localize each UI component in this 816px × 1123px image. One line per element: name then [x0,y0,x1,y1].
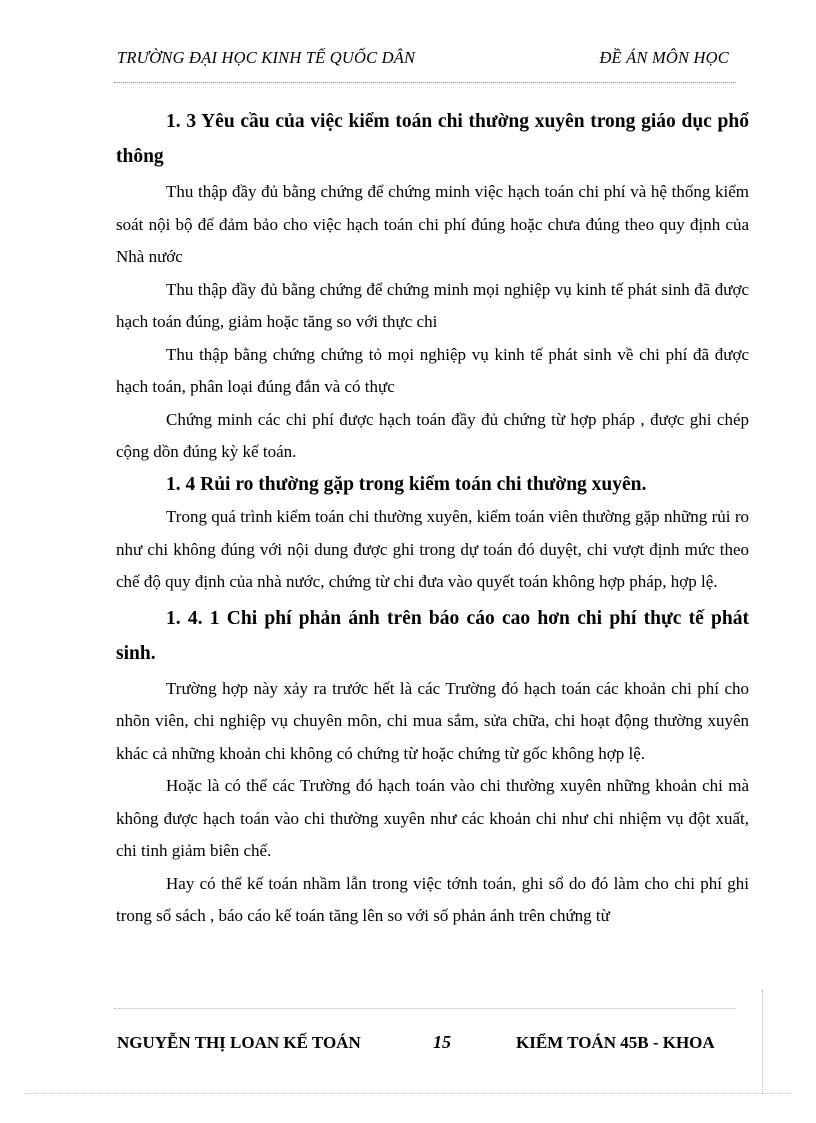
header-university: TRƯỜNG ĐẠI HỌC KINH TẾ QUỐC DÂN [117,48,416,67]
paragraph: Hoặc là có thể các Trường đó hạch toán vào chi thường xuyên những khoản chi mà không được hạch toán vào chi thường xuyên như các khoản chi như chi nhiệm vụ đột xuất, chi tinh giảm biên chế. [116,776,749,860]
page-number: 15 [433,1032,451,1052]
page-border-right [762,990,763,1094]
section-heading-1-4: 1. 4 Rủi ro thường gặp trong kiểm toán chi thường xuyên. [166,473,647,495]
page-header [117,48,729,68]
paragraph: Chứng minh các chi phí được hạch toán đầy đủ chứng từ hợp pháp , được ghi chép cộng dồn đúng kỳ kế toán. [116,409,749,461]
footer-department: KIỂM TOÁN 45B - KHOA [516,1033,715,1052]
document-body [116,102,749,933]
paragraph: Trong quá trình kiểm toán chi thường xuyên, kiểm toán viên thường gặp những rủi ro như chi không đúng với nội dung được ghi trong dự toán đó duyệt, chi vượt định mức theo chế độ quy định của nhà nước, chứng từ chi đưa vào quyết toán không hợp pháp, hợp lệ. [116,507,749,591]
paragraph: Thu thập đầy đủ bằng chứng để chứng minh mọi nghiệp vụ kinh tế phát sinh đã được hạch toán đúng, giảm hoặc tăng so với thực chi [116,279,749,331]
paragraph: Trường hợp này xảy ra trước hết là các Trường đó hạch toán các khoản chi phí cho nhõn viên, chi nghiệp vụ chuyên môn, chi mua sắm, sửa chữa, chi hoạt động thường xuyên khác cả những khoản chi không có chứng từ hoặc chứng từ gốc không hợp lệ. [116,678,749,763]
header-document-type: ĐỀ ÁN MÔN HỌC [599,48,729,67]
section-heading-1-3: 1. 3 Yêu cầu của việc kiểm toán chi thường xuyên trong giáo dục phổ thông [116,111,749,167]
page-border-bottom [24,1093,792,1094]
paragraph: Thu thập đầy đủ bằng chứng để chứng minh việc hạch toán chi phí và hệ thống kiểm soát nội bộ để đảm bảo cho việc hạch toán chi phí đúng hoặc chưa đúng theo quy định của Nhà nước [116,182,749,266]
paragraph: Hay có thể kế toán nhầm lẫn trong việc tớnh toán, ghi sổ do đó làm cho chi phí ghi trong sổ sách , báo cáo kế toán tăng lên so với số phản ánh trên chứng từ [116,873,749,925]
footer-author: NGUYỄN THỊ LOAN KẾ TOÁN [117,1033,361,1052]
footer-divider [114,1008,736,1009]
paragraph: Thu thập bằng chứng chứng tỏ mọi nghiệp vụ kinh tế phát sinh về chi phí đã được hạch toán, phân loại đúng đắn và có thực [116,344,749,396]
section-heading-1-4-1: 1. 4. 1 Chi phí phản ánh trên báo cáo cao hơn chi phí thực tế phát sinh. [116,607,749,664]
header-divider [114,82,736,83]
